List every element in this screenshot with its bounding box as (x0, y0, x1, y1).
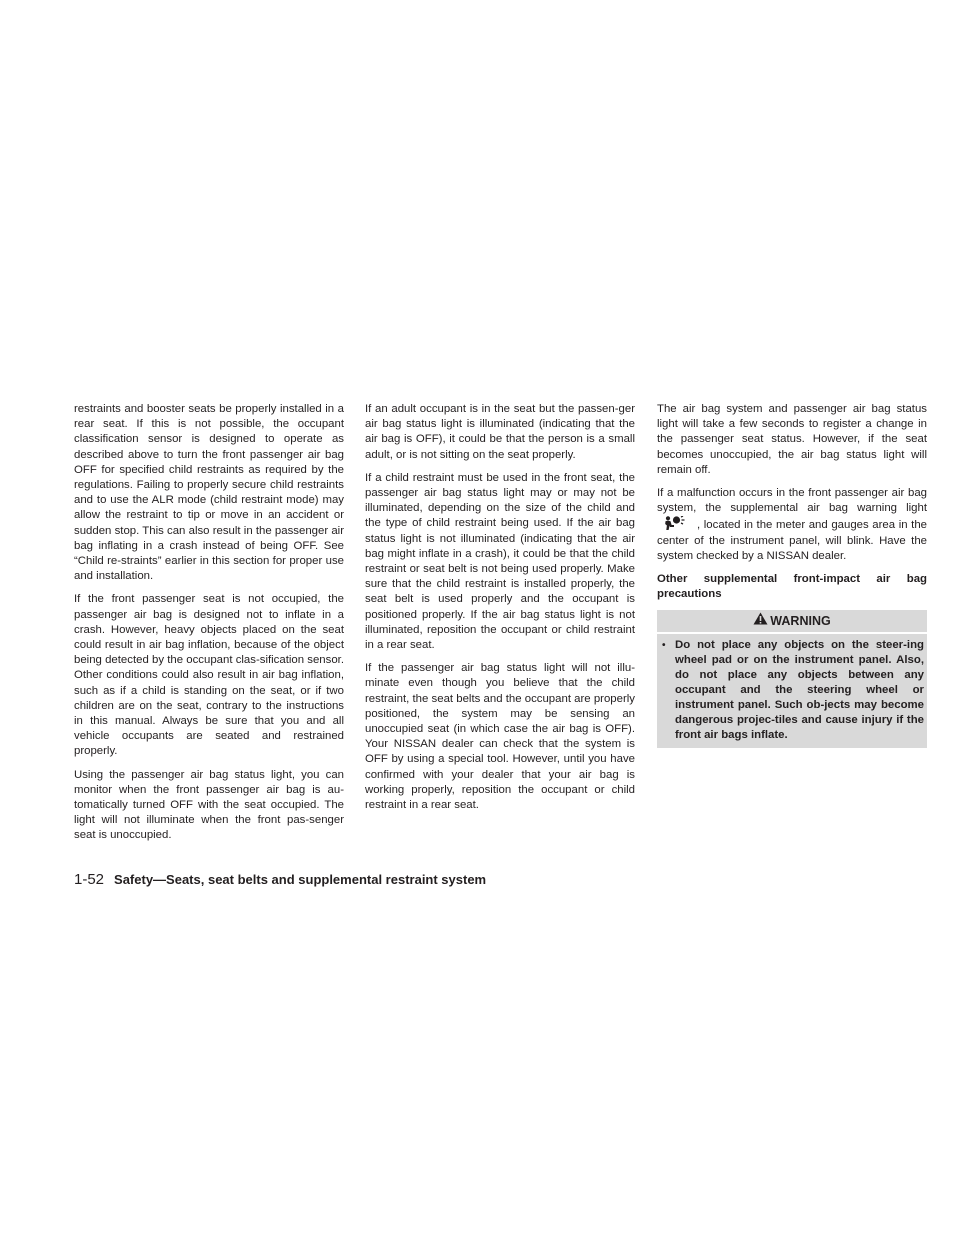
paragraph: If the front passenger seat is not occupied, the passenger air bag is designed not to inflate in a crash. However, heavy objects placed on the seat could result in air bag inflation, because of the object being detected by the occupant clas-sification sensor. Other conditions could also result in air bag inflation, such as if a child is standing on the seat, or if two children are on the seat, contrary to the instructions in this manual. Always be sure that you and all vehicle occupants are seated and restrained properly. (74, 593, 344, 758)
paragraph: If the passenger air bag status light will not illu-minate even though you believe that the child restraint, the seat belts and the occupant are properly positioned, the system may be sensing an unoccupied seat (in which case the air bag is OFF). Your NISSAN dealer can check that the system is OFF by using a special tool. However, until you have confirmed with your dealer that your air bag is working properly, reposition the occupant or child restraint in a rear seat. (365, 662, 635, 812)
paragraph: Using the passenger air bag status light, you can monitor when the front passenger air bag is au-tomatically turned OFF with the seat occupied. The light will not illuminate when the front pas-senger seat is unoccupied. (74, 768, 344, 842)
warning-header (657, 610, 927, 634)
paragraph-text-before-icon: If a malfunction occurs in the front passenger air bag system, the supplemental air bag warning light (657, 487, 927, 515)
page-number: 1-52 (74, 871, 105, 888)
paragraph-with-icon (657, 486, 927, 564)
column-left (74, 402, 344, 852)
paragraph: The air bag system and passenger air bag status light will take a few seconds to register a change in the passenger seat status. However, if the seat becomes unoccupied, the air bag status light will remain off. (657, 403, 927, 476)
warning-list-item (657, 634, 927, 743)
warning-text: Do not place any objects on the steer-ing wheel pad or on the instrument panel. Also, do not place any objects between any occupant and the steering wheel or instrument panel. Such ob-jects may become dangerous projec-tiles and cause injury if the front air bags inflate. (675, 639, 924, 742)
page-footer (74, 870, 486, 889)
paragraph-text-after-icon: , located in the meter and gauges area in the center of the instrument panel, will blink. Have the system checked by a NISSAN dealer. (657, 519, 927, 562)
column-middle (365, 402, 635, 821)
warning-box (657, 610, 927, 748)
airbag-warning-light-icon (661, 516, 687, 530)
warning-title: WARNING (770, 614, 831, 629)
paragraph: restraints and booster seats be properly installed in a rear seat. If this is not possible, the occupant classification sensor is designed to operate as described above to turn the front passenger air bag OFF for specified child restraints as required by the regulations. Failing to properly secure child restraints and to use the ALR mode (child restraint mode) may allow the restraint to tip or move in an accident or sudden stop. This can also result in the passenger air bag inflating in a crash instead of being OFF. See “Child re-straints” earlier in this section for proper use and installation. (74, 403, 344, 583)
paragraph: If a child restraint must be used in the front seat, the passenger air bag status light may or may not be illuminated, depending on the size of the child and the type of child restraint being used. If the air bag status light is not illuminated (indicating that the air bag might inflate in a crash), it could be that the child restraint or seat belt is not being used properly. Make sure that the child restraint is installed properly, the seat belt is used properly and the occupant is positioned properly. If the air bag status light is not illuminated, reposition the occupant or child restraint in a rear seat. (365, 471, 635, 652)
column-right (657, 402, 927, 748)
section-subheading: Other supplemental front-impact air bag precautions (657, 573, 927, 601)
footer-title: Safety—Seats, seat belts and supplemental restraint system (114, 872, 487, 887)
bullet: • (662, 640, 666, 652)
paragraph: If an adult occupant is in the seat but the passen-ger air bag status light is illuminated (indicating that the air bag is OFF), it could be that the person is a small adult, or is not sitting on the seat properly. (365, 403, 635, 461)
warning-triangle-icon (753, 610, 768, 632)
